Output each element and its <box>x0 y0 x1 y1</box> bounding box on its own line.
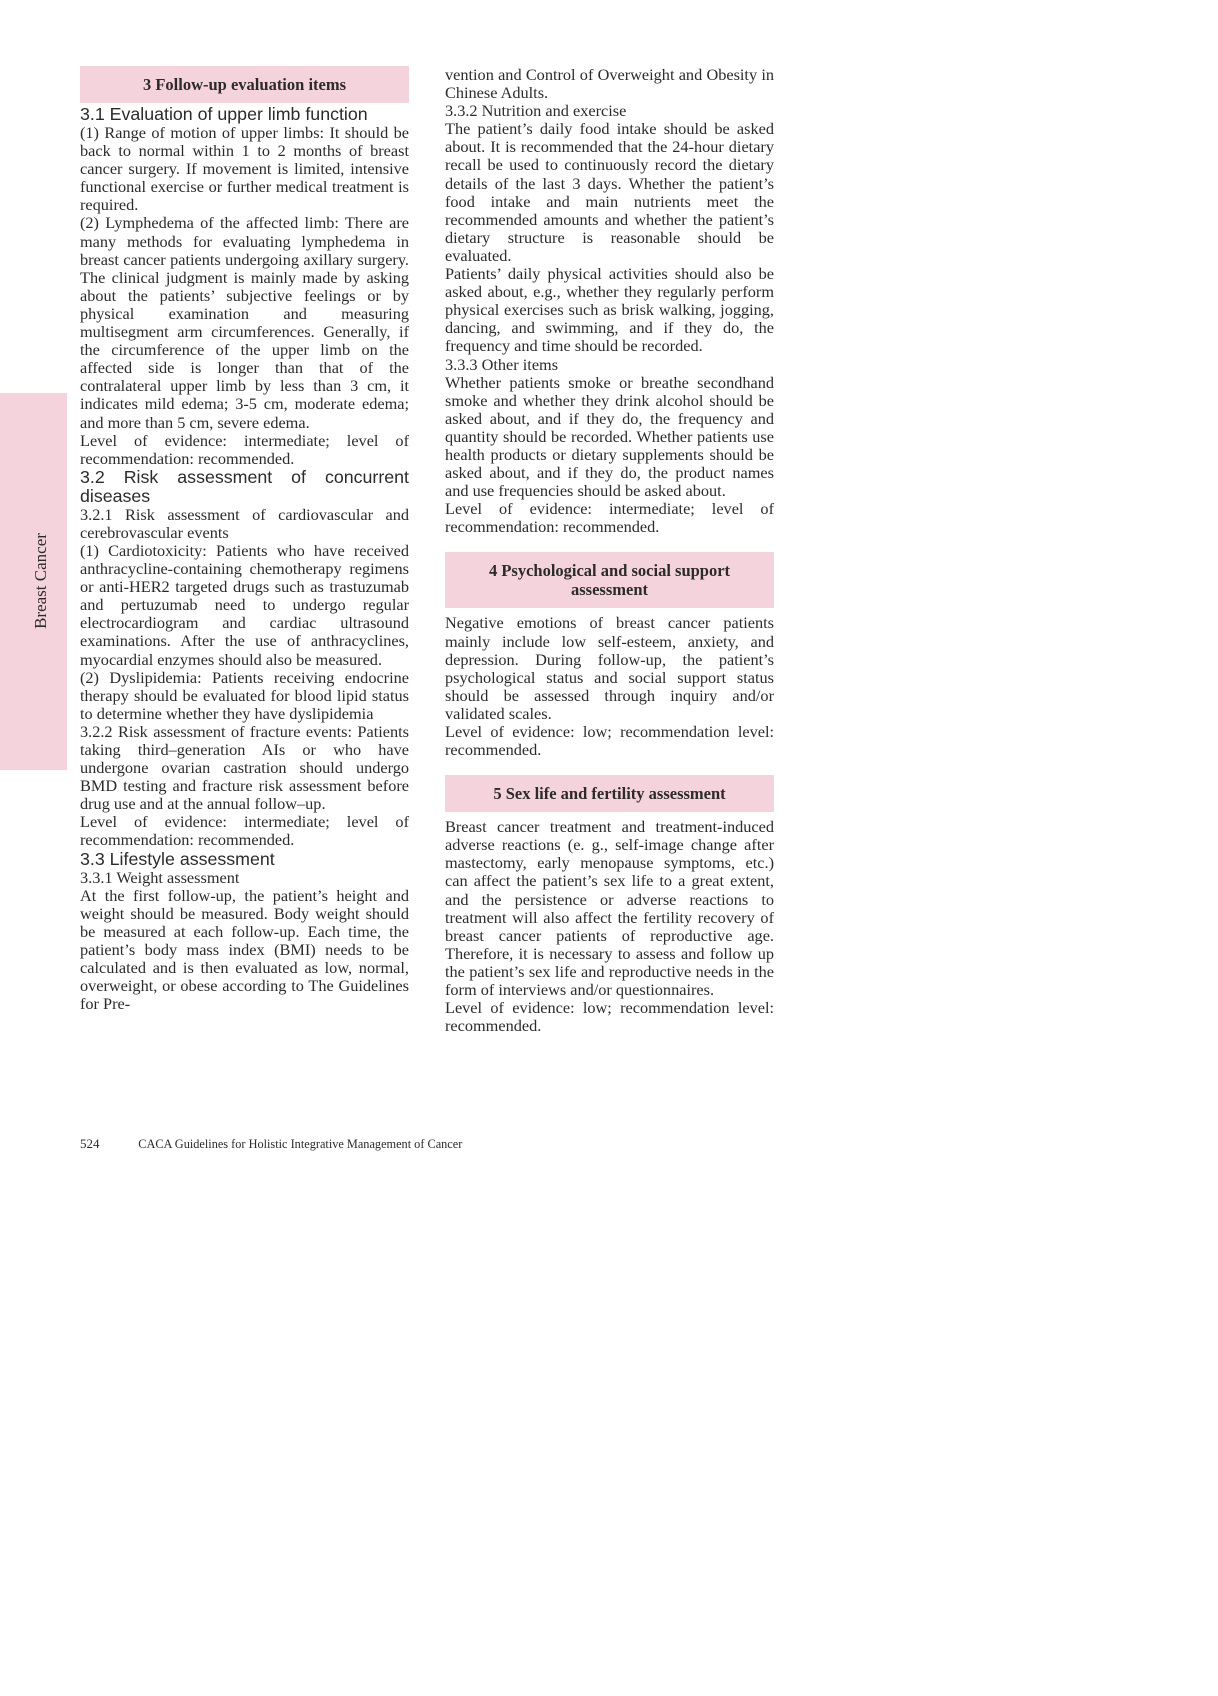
paragraph-lymphedema: (2) Lymphedema of the affected limb: There are many methods for evaluating lymphedema in breast cancer patients undergoing axillary surgery. The clinical judgment is mainly made by asking about the patients’ subjective feelings or by physical examination and measuring multisegment arm circumferences. Generally, if the circumference of the upper limb on the affected side is longer than that of the contralateral upper limb by less than 3 cm, it indicates mild edema; 3-5 cm, moderate edema; and more than 5 cm, severe edema. <box>80 213 409 432</box>
section-3-1-heading: 3.1 Evaluation of upper limb function <box>80 104 368 124</box>
page-footer <box>80 1136 462 1152</box>
section-3-title: 3 Follow-up evaluation items <box>80 66 409 103</box>
evidence-level-4: Level of evidence: low; recommendation level: recommended. <box>445 722 774 760</box>
section-4-title: 4 Psychological and social support assessment <box>445 552 774 608</box>
page-number: 524 <box>80 1136 100 1151</box>
paragraph-sex-life-fertility: Breast cancer treatment and treatment-induced adverse reactions (e. g., self-image change after mastectomy, early menopause symptoms, etc.) can affect the patient’s sex life to a great extent, and the persistence or adverse reactions to treatment will also affect the fertility recovery of breast cancer patients of reproductive age. Therefore, it is necessary to assess and follow up the patient’s sex life and reproductive needs in the form of interviews and/or questionnaires. <box>445 817 774 1000</box>
paragraph-dyslipidemia: (2) Dyslipidemia: Patients receiving endocrine therapy should be evaluated for blood lipid status to determine whether they have dyslipidemia <box>80 667 409 723</box>
paragraph-food-intake: The patient’s daily food intake should be asked about. It is recommended that the 24-hour dietary recall be used to continuously record the dietary details of the last 3 days. Whether the patient’s food intake and main nutrients meet the recommended amounts and whether the patient’s dietary structure is reasonable should be evaluated. <box>445 119 774 265</box>
evidence-level-3-1: Level of evidence: intermediate; level of recommendation: recommended. <box>80 430 409 468</box>
evidence-level-3-3: Level of evidence: intermediate; level of recommendation: recommended. <box>445 499 774 537</box>
section-3-3-3-heading: 3.3.3 Other items <box>445 354 559 374</box>
evidence-level-5: Level of evidence: low; recommendation level: recommended. <box>445 998 774 1036</box>
section-3-3-2-heading: 3.3.2 Nutrition and exercise <box>445 101 627 121</box>
paragraph-cardiotoxicity: (1) Cardiotoxicity: Patients who have received anthracycline-containing chemotherapy regimens or anti-HER2 targeted drugs such as trastuzumab and pertuzumab need to undergo regular electrocardiogram and cardiac ultrasound examinations. After the use of anthracyclines, myocardial enzymes should also be measured. <box>80 540 409 669</box>
section-3-3-1-heading: 3.3.1 Weight assessment <box>80 867 240 887</box>
section-5-title: 5 Sex life and fertility assessment <box>445 775 774 812</box>
left-column <box>80 66 409 1013</box>
paragraph-physical-activity: Patients’ daily physical activities should also be asked about, e.g., whether they regularly perform physical exercises such as brisk walking, jogging, dancing, and swimming, and if they do, the frequency and time should be recorded. <box>445 264 774 356</box>
paragraph-range-of-motion: (1) Range of motion of upper limbs: It should be back to normal within 1 to 2 months of breast cancer surgery. If movement is limited, intensive functional exercise or further medical treatment is required. <box>80 123 409 215</box>
evidence-level-3-2: Level of evidence: intermediate; level of recommendation: recommended. <box>80 812 409 850</box>
side-tab-label: Breast Cancer <box>31 533 50 629</box>
paragraph-weight-continued: vention and Control of Overweight and Obesity in Chinese Adults. <box>445 65 774 103</box>
journal-title: CACA Guidelines for Holistic Integrative Management of Cancer <box>138 1137 463 1151</box>
section-3-3-heading: 3.3 Lifestyle assessment <box>80 848 275 869</box>
paragraph-fracture-risk: 3.2.2 Risk assessment of fracture events: Patients taking third–generation AIs or who have undergone ovarian castration should undergo BMD testing and fracture risk assessment before drug use and at the annual follow–up. <box>80 721 409 814</box>
paragraph-weight-assessment: At the first follow-up, the patient’s height and weight should be measured. Body weight should be measured at each follow-up. Each time, the patient’s body mass index (BMI) needs to be calculated and is then evaluated as low, normal, overweight, or obese according to The Guidelines for Pre- <box>80 885 409 1014</box>
paragraph-smoking-alcohol: Whether patients smoke or breathe secondhand smoke and whether they drink alcohol should be asked about, and if they do, the frequency and quantity should be recorded. Whether patients use health products or dietary supplements should be asked about, and if they do, the product names and use frequencies should be asked about. <box>445 372 774 501</box>
section-3-2-1-heading: 3.2.1 Risk assessment of cardiovascular and cerebrovascular events <box>80 504 409 542</box>
paragraph-psychological: Negative emotions of breast cancer patients mainly include low self-esteem, anxiety, and depression. During follow-up, the patient’s psychological status and social support status should be assessed through inquiry and/or validated scales. <box>445 613 774 723</box>
section-3-2-heading: 3.2 Risk assessment of concurrent diseases <box>80 466 409 506</box>
right-column <box>445 66 774 1035</box>
